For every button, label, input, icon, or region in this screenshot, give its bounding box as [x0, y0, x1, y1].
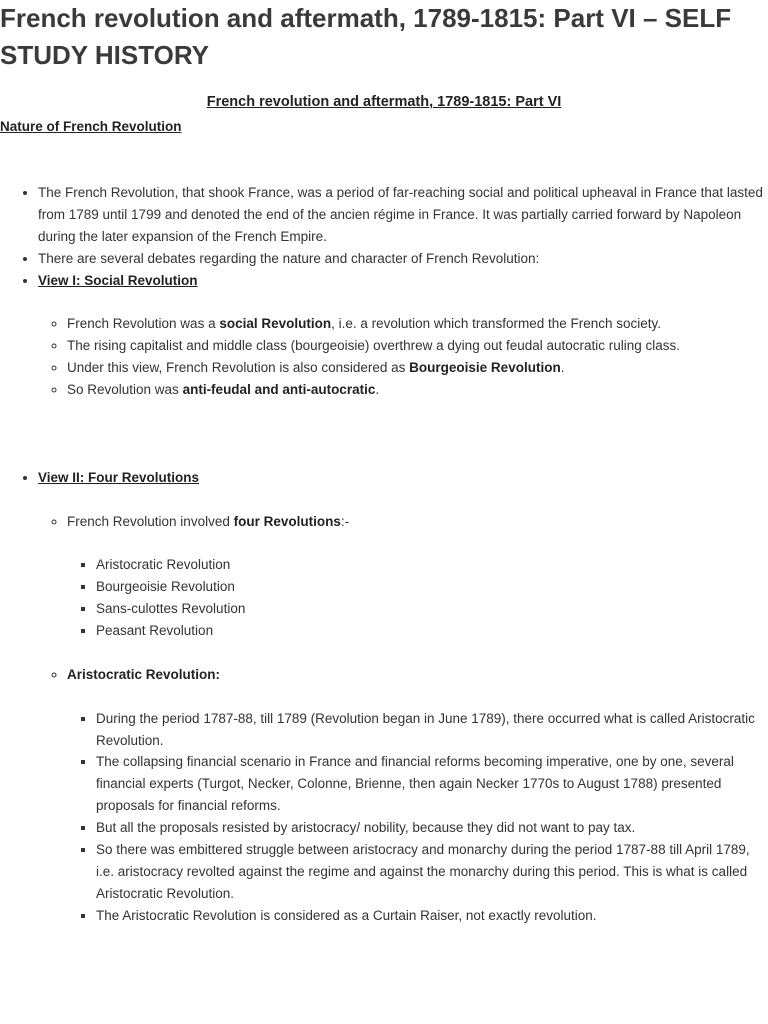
revolutions-list: [67, 554, 768, 642]
list-item: ▪ The collapsing financial scenario in France and financial reforms becoming imperative, one by one, several financial experts (Turgot, Necker, Colonne, Brienne, then again Necker 1770s to August 1788) presented proposals for financial reforms.: [96, 751, 768, 817]
text: .: [560, 360, 565, 376]
section-heading: Nature of French Revolution: [0, 119, 182, 134]
page-title: French revolution and aftermath, 1789-1815: Part VI – SELF STUDY HISTORY: [0, 3, 732, 70]
list-item: [67, 313, 768, 335]
bold-text: anti-feudal and anti-autocratic: [182, 382, 376, 398]
list-item: ▪ Sans-culottes Revolution: [96, 598, 768, 620]
view1-points: [38, 313, 768, 401]
view2-heading: View II: Four Revolutions: [38, 469, 200, 485]
text: French Revolution involved: [67, 513, 234, 529]
main-list: [0, 182, 768, 927]
bold-text: social Revolution: [219, 316, 332, 332]
list-item: [67, 335, 768, 357]
list-item: ▪ The Aristocratic Revolution is considered as a Curtain Raiser, not exactly revolution.: [96, 905, 768, 927]
list-item-view1: [38, 270, 768, 467]
text: The rising capitalist and middle class (bourgeoisie) overthrew a dying out feudal autocratic ruling class.: [67, 338, 681, 354]
aristocratic-points: [67, 708, 768, 927]
bold-text: Bourgeoisie Revolution: [409, 360, 561, 376]
view2-points: [38, 511, 768, 927]
list-item: • There are several debates regarding the nature and character of French Revolution:: [38, 248, 768, 270]
list-item: [67, 511, 768, 664]
list-item: ▪ During the period 1787-88, till 1789 (Revolution began in June 1789), there occurred what is called Aristocratic Revolution.: [96, 708, 768, 752]
article-content: [0, 182, 768, 927]
list-item: ▪ So there was embittered struggle between aristocracy and monarchy during the period 1787-88 till April 1789, i.e. aristocracy revolted against the regime and against the monarchy during this period. This is what is called Aristocratic Revolution.: [96, 839, 768, 905]
bold-text: four Revolutions: [233, 513, 341, 529]
text: :-: [340, 513, 350, 529]
list-item: • The French Revolution, that shook France, was a period of far-reaching social and political upheaval in France that lasted from 1789 until 1799 and denoted the end of the ancien régime in France. It was partially carried forward by Napoleon during the later expansion of the French Empire.: [38, 182, 768, 248]
text: .: [375, 382, 380, 398]
aristocratic-heading: Aristocratic Revolution:: [67, 666, 221, 682]
list-item: ▪ Aristocratic Revolution: [96, 554, 768, 576]
view1-heading: View I: Social Revolution: [38, 272, 198, 288]
text: French Revolution was a: [67, 316, 220, 332]
text: , i.e. a revolution which transformed the French society.: [331, 316, 662, 332]
list-item: ▪ Bourgeoisie Revolution: [96, 576, 768, 598]
list-item: ▪ But all the proposals resisted by aristocracy/ nobility, because they did not want to pay tax.: [96, 817, 768, 839]
list-item: [67, 379, 768, 401]
list-item: ▪ Peasant Revolution: [96, 620, 768, 642]
article-heading: French revolution and aftermath, 1789-1815: Part VI: [206, 94, 562, 110]
list-item: [67, 357, 768, 379]
text: So Revolution was: [67, 382, 183, 398]
text: Under this view, French Revolution is also considered as: [67, 360, 410, 376]
list-item: [67, 664, 768, 927]
list-item-view2: [38, 467, 768, 927]
